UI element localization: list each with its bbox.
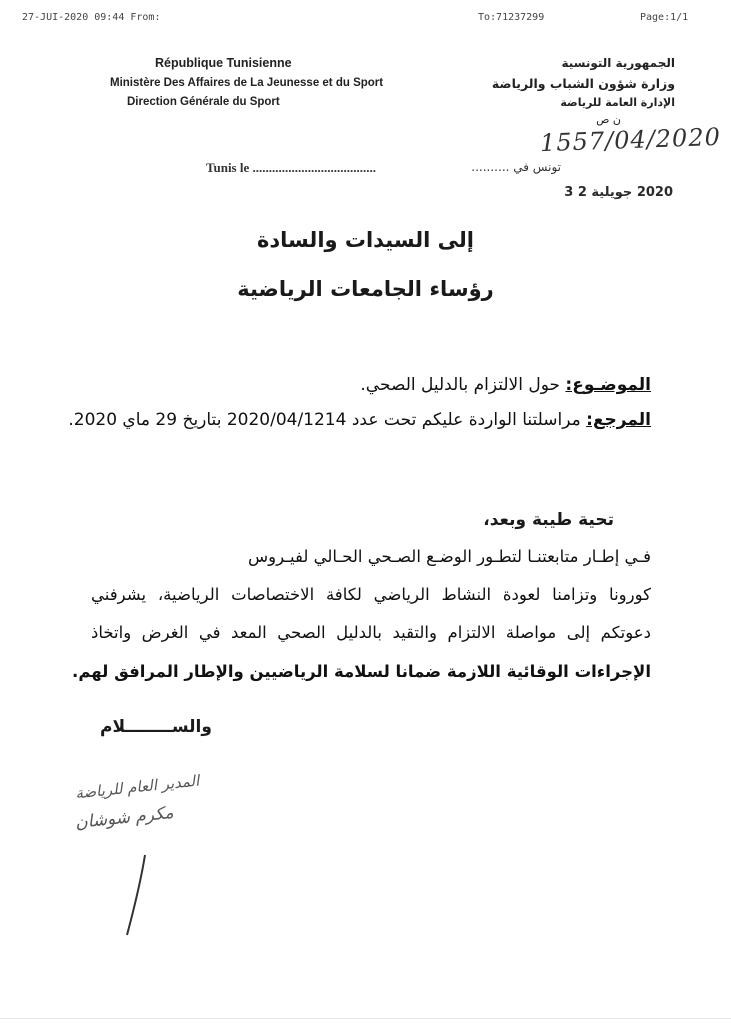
signature-name: مكرم شوشان: [74, 802, 175, 834]
fax-date: 27-JUI-2020 09:44 From:: [22, 12, 161, 23]
reference-label: المرجع:: [586, 410, 651, 430]
signature-stroke: [115, 850, 155, 940]
recipient-line-2: رؤساء الجامعات الرياضية: [237, 277, 494, 301]
letterhead-fr-country: République Tunisienne: [155, 56, 292, 70]
handwritten-reference: 1557/04/2020: [539, 122, 722, 158]
signature-title: المدير العام للرياضة: [74, 771, 201, 803]
reference-text: مراسلتنا الواردة عليكم تحت عدد 2020/04/1214 بتاريخ 29 ماي 2020.: [68, 410, 581, 430]
closing: والســــــــلام: [100, 717, 212, 737]
place-date-fr: Tunis le ......................................: [206, 160, 376, 175]
fax-recipient: To:71237299: [478, 12, 545, 23]
body-line-1: فـي إطـار متابعتنـا لتطـور الوضـع الصـحي الحـالي لفيـروس: [247, 547, 651, 566]
body-line-2: كورونا وتزامنا لعودة النشاط الرياضي لكافة الاختصاصات الرياضية، يشرفني: [91, 585, 651, 604]
scan-edge: [0, 1018, 731, 1019]
letterhead-fr-direction: Direction Générale du Sport: [127, 96, 280, 108]
recipient-line-1: إلى السيدات والسادة: [257, 228, 474, 252]
subject-line: [360, 375, 651, 395]
letterhead-ar-ministry: وزارة شؤون الشباب والرياضة: [491, 76, 675, 91]
fax-page-number: Page:1/1: [640, 12, 689, 23]
place-date-ar: تونس في ..........: [471, 160, 561, 174]
letterhead-ar-direction: الإدارة العامة للرياضة: [560, 96, 675, 109]
letterhead-fr-ministry: Ministère Des Affaires de La Jeunesse et du Sport: [110, 77, 384, 89]
subject-label: الموضـوع:: [565, 375, 651, 395]
letterhead-ar-country: الجمهورية التونسية: [561, 56, 675, 70]
letterhead-ar-ref-label: ن ص: [596, 113, 621, 126]
reference-line: [68, 410, 651, 430]
subject-text: حول الالتزام بالدليل الصحي.: [360, 375, 561, 395]
body-line-4: الإجراءات الوقائية اللازمة ضمانا لسلامة الرياضيين والإطار المرافق لهم.: [72, 662, 651, 681]
greeting: تحية طيبة وبعد،: [483, 510, 614, 530]
date-stamp: 2020 جويلية 2 3: [564, 185, 673, 200]
body-line-3: دعوتكم إلى مواصلة الالتزام والتقيد بالدليل الصحي المعد في الغرض واتخاذ: [91, 623, 651, 642]
